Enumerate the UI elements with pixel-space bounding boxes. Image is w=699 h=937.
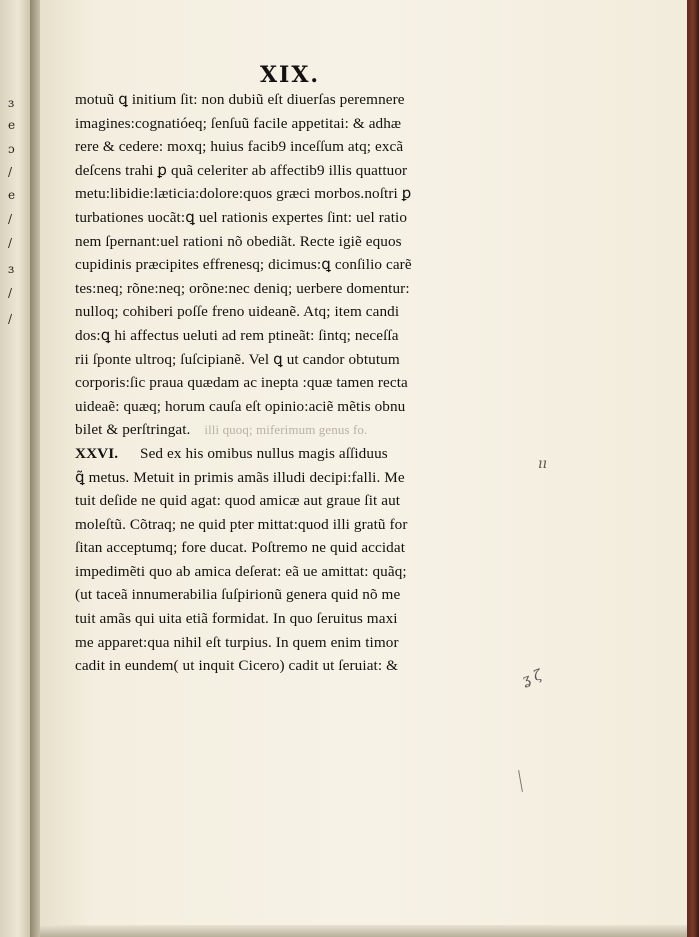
page-heading: XIX. bbox=[259, 62, 321, 88]
left-leaf-mark: / bbox=[8, 236, 13, 250]
chapter-number: XXVI. bbox=[75, 444, 119, 462]
text-line: moleſtũ. Cõtraq; ne quid pter mittat:quod illi gratũ for bbox=[75, 515, 408, 533]
margin-note-chapter: ıı bbox=[538, 456, 547, 472]
left-leaf-mark: / bbox=[8, 312, 13, 326]
text-line: impedimẽti quo ab amica deſerat: eã ue amittat: quãq; bbox=[75, 562, 407, 580]
text-line: cadit in eundem( ut inquit Cicero) cadit ut ſeruiat: & bbox=[75, 657, 398, 675]
text-line: rii ſponte ultroq; ſuſcipianẽ. Vel ꝗ ut candor obtutum bbox=[75, 350, 400, 368]
text-line: dos:ꝗ hi affectus ueluti ad rem ptineãt: ſintq; neceſſa bbox=[75, 326, 399, 344]
book-gutter bbox=[30, 0, 40, 937]
left-leaf-mark: / bbox=[8, 165, 13, 179]
text-line: nulloq; cohiberi poſſe freno uideanẽ. Atq; item candi bbox=[75, 303, 400, 321]
text-line: uideaẽ: quæq; horum cauſa eſt opinio:aciẽ mẽtis obnu bbox=[75, 397, 406, 415]
text-line: nem ſpernant:uel rationi nõ obediãt. Recte igiẽ equos bbox=[75, 232, 402, 250]
text-line: ꝗ̃ metus. Metuit in primis amãs illudi decipi:falli. Me bbox=[75, 468, 405, 486]
text-line: turbationes uocãt:ꝗ uel rationis expertes ſint: uel ratio bbox=[75, 208, 408, 226]
text-line: imagines:cognatióeq; ſenſuũ facile appetitai: & adhæ bbox=[75, 114, 402, 132]
text-line: tuit amãs qui uita etiã formidat. In quo ſeruitus maxi bbox=[75, 610, 398, 628]
text-line bbox=[75, 418, 515, 442]
text-line: ſitan acceptumq; fore ducat. Poſtremo ne quid accidat bbox=[75, 539, 406, 557]
bleed-through-text: illi quoq; miferimum genus fo. bbox=[204, 422, 368, 438]
text-line: corporis:ſic praua quædam ac inepta :quæ tamen recta bbox=[75, 374, 408, 392]
text-line: metu:libidie:læticia:dolore:quos græci morbos.noſtri ꝑ bbox=[75, 185, 412, 203]
left-leaf-mark: ɜ bbox=[8, 262, 15, 276]
text-line: (ut taceã innumerabilia ſuſpirionũ genera quid nõ me bbox=[75, 586, 401, 604]
chapter-first-line bbox=[75, 442, 515, 466]
text-line: deſcens trahi ꝑ quã celeriter ab affectib9 illis quattuor bbox=[75, 161, 408, 179]
text-line: me apparet:qua nihil eſt turpius. In quem enim timor bbox=[75, 633, 399, 651]
text-line: motuũ ꝗ initium ſit: non dubiũ eſt diuerſas peremnere bbox=[75, 91, 405, 108]
left-leaf-mark: e bbox=[8, 188, 16, 202]
left-leaf-mark: ɔ bbox=[8, 142, 15, 156]
page-bottom-edge bbox=[40, 925, 687, 937]
text-line: cupidinis præcipites effrenesq; dicimus:ꝗ conſilio carẽ bbox=[75, 256, 412, 274]
left-leaf-mark: e bbox=[8, 118, 16, 132]
text-line: tuit deſide ne quid agat: quod amicæ aut graue ſit aut bbox=[75, 492, 401, 510]
left-leaf-mark: ɜ bbox=[8, 96, 15, 110]
margin-note-lower: ʓ ζ bbox=[519, 667, 545, 689]
main-text bbox=[75, 88, 515, 678]
text-line: rere & cedere: moxq; huius facib9 inceſſum atq; excã bbox=[75, 138, 404, 156]
text-line-segment: bilet & perſtringat. bbox=[75, 421, 191, 439]
book-cover-edge bbox=[687, 0, 699, 937]
left-page-edge bbox=[0, 0, 30, 937]
left-leaf-mark: / bbox=[8, 286, 13, 300]
text-line: tes:neq; rõne:neq; orõne:nec deniq; uerbere domentur: bbox=[75, 279, 410, 297]
chapter-line-text: Sed ex his omibus nullus magis aſſiduus bbox=[140, 444, 388, 462]
left-leaf-mark: / bbox=[8, 212, 13, 226]
